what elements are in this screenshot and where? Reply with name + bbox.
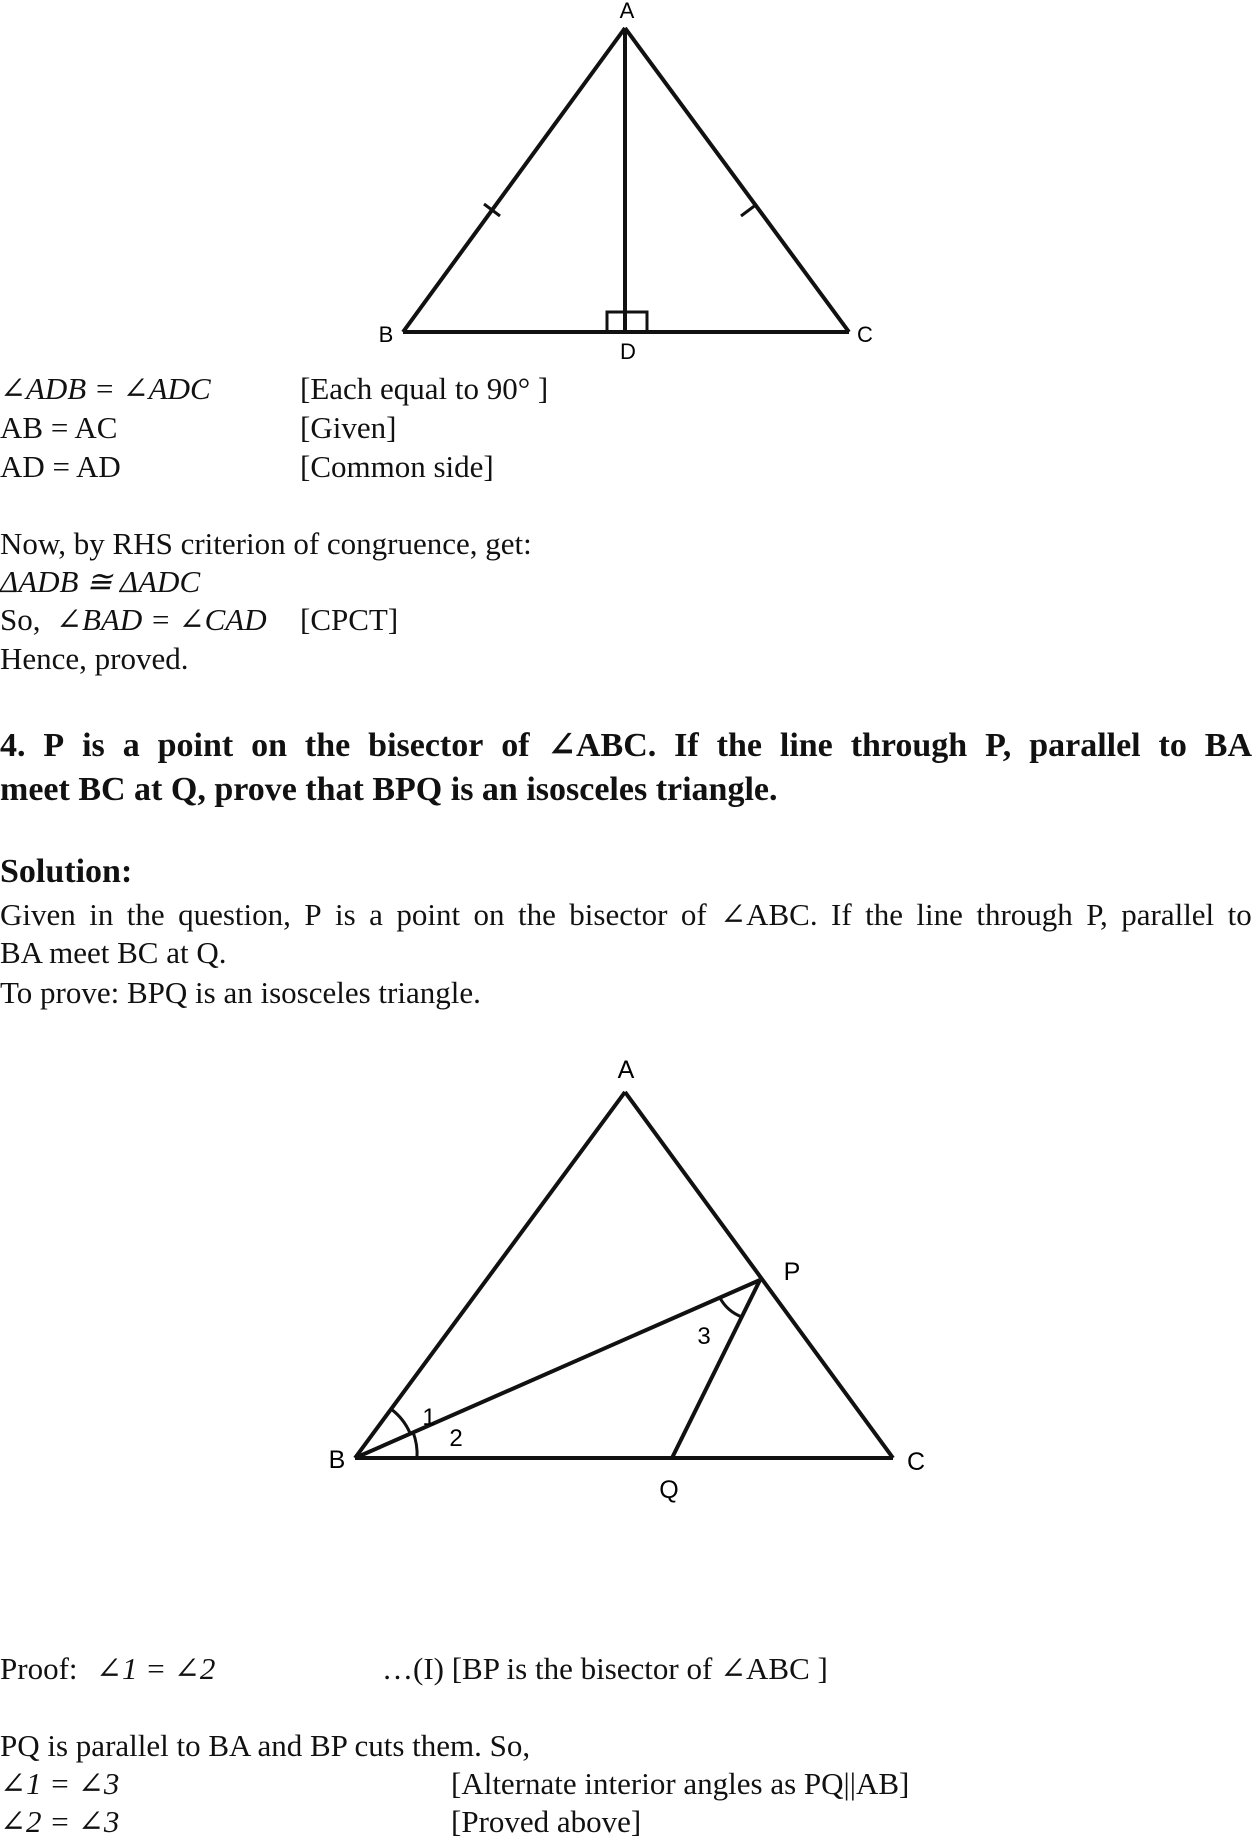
proof2-eq-2: ∠1 = ∠3 (0, 1766, 120, 1801)
proof2-reason-1: …(I) [BP is the bisector of ∠ABC ] (382, 1651, 828, 1686)
segment-pq (672, 1280, 760, 1458)
congruence-statement: ΔADB ≅ ΔADC (0, 564, 201, 599)
q-word: of (501, 727, 530, 764)
proof2-reason-2: [Alternate interior angles as PQ||AB] (451, 1766, 910, 1801)
given-word: a (369, 897, 383, 932)
q-word: BA (1204, 727, 1252, 764)
figure-bisector-triangle (0, 1040, 1252, 1504)
question-4-line-2: meet BC at Q, prove that BPQ is an isosceles triangle. (0, 771, 778, 808)
q-word: on (251, 727, 288, 764)
so-prefix: So, (0, 602, 41, 637)
label-a: A (619, 0, 635, 23)
side-ac (625, 28, 849, 332)
angle-label-2: 2 (449, 1425, 463, 1452)
q-word: a (122, 727, 140, 764)
q-word: to (1158, 727, 1187, 764)
angle-arc-1 (391, 1409, 410, 1433)
question-4-line-1 (0, 724, 1252, 768)
q-word: ∠ABC. (547, 727, 657, 764)
label-a: A (617, 1056, 635, 1084)
given-line-2: BA meet BC at Q. (0, 935, 227, 970)
label-c: C (906, 1448, 926, 1476)
given-word: to (1227, 897, 1252, 932)
given-word: is (335, 897, 356, 932)
given-word: the (865, 897, 903, 932)
given-paragraph (0, 896, 1252, 972)
given-word: bisector (569, 897, 668, 932)
q-word: through (850, 727, 968, 764)
parallel-line: PQ is parallel to BA and BP cuts them. So, (0, 1728, 531, 1763)
q-word: bisector (368, 727, 484, 764)
hence-proved: Hence, proved. (0, 641, 189, 676)
label-d: D (620, 339, 636, 364)
tick-mark-ac (741, 204, 757, 216)
angle-label-1: 1 (422, 1404, 436, 1431)
proof2-reason-3: [Proved above] (451, 1804, 642, 1839)
given-word: on (473, 897, 505, 932)
q-word: is (82, 727, 105, 764)
given-word: Given (0, 897, 76, 932)
question-number: 4. (0, 727, 26, 764)
angle-label-3: 3 (697, 1323, 711, 1350)
q-word: P, (985, 727, 1012, 764)
label-b: B (328, 1446, 346, 1474)
side-ba (355, 1092, 625, 1458)
given-word: If (831, 897, 852, 932)
q-word: parallel (1029, 727, 1141, 764)
bisector-bp (355, 1280, 760, 1458)
given-word: ∠ABC. (720, 897, 818, 932)
proof2-eq-3: ∠2 = ∠3 (0, 1804, 120, 1839)
given-word: parallel (1121, 897, 1215, 932)
proof1-reason-1: [Each equal to 90° ] (300, 371, 549, 406)
q-word: line (779, 727, 833, 764)
given-word: P (304, 897, 322, 932)
given-word: in (89, 897, 114, 932)
given-word: the (517, 897, 556, 932)
so-statement: ∠BAD = ∠CAD (56, 602, 267, 637)
given-word: of (680, 897, 707, 932)
given-word: line (916, 897, 963, 932)
proof1-reason-2: [Given] (300, 410, 397, 445)
given-word: P, (1086, 897, 1108, 932)
q-word: P (43, 727, 65, 764)
side-ab (403, 28, 625, 332)
proof1-stmt-1: ∠ADB = ∠ADC (0, 371, 211, 406)
given-word: the (126, 897, 165, 932)
q-word: the (716, 727, 762, 764)
label-b: B (378, 322, 394, 347)
angle-arc-3 (720, 1298, 742, 1317)
so-reason: [CPCT] (300, 602, 399, 637)
q-word: point (157, 727, 234, 764)
angle-arc-2 (413, 1432, 417, 1458)
proof1-reason-3: [Common side] (300, 449, 494, 484)
label-q: Q (659, 1476, 679, 1504)
label-c: C (857, 322, 873, 347)
proof1-stmt-2: AB = AC (0, 410, 118, 445)
to-prove-line: To prove: BPQ is an isosceles triangle. (0, 975, 481, 1010)
side-ac (625, 1092, 893, 1458)
given-word: question, (178, 897, 291, 932)
given-line-1 (0, 896, 1252, 934)
solution-heading: Solution: (0, 853, 133, 890)
proof-label: Proof: (0, 1651, 78, 1686)
rhs-criterion-line: Now, by RHS criterion of congruence, get: (0, 526, 532, 561)
proof1-stmt-3: AD = AD (0, 449, 121, 484)
q-word: If (674, 727, 699, 764)
question-4 (0, 724, 1252, 812)
q-word: the (304, 727, 351, 764)
figure-isosceles-altitude (0, 0, 1252, 364)
proof2-eq-1: ∠1 = ∠2 (96, 1651, 216, 1686)
label-p: P (783, 1258, 801, 1286)
given-word: through (976, 897, 1073, 932)
given-word: point (396, 897, 461, 932)
